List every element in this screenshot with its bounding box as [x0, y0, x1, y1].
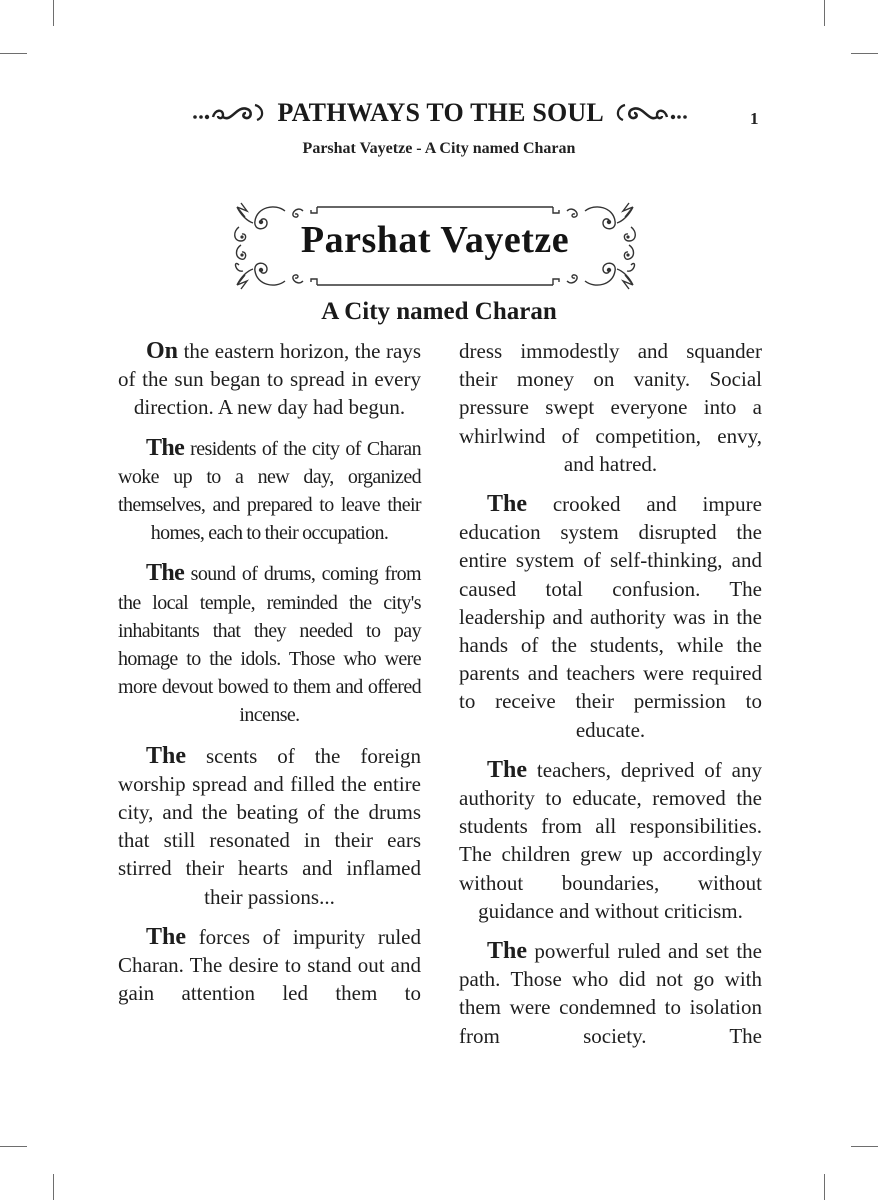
- paragraph: [459, 756, 762, 925]
- paragraph-text: the eastern horizon, the rays of the sun began to spread in every direction. A new day had begun.: [118, 339, 421, 420]
- paragraph: [118, 559, 421, 729]
- paragraph-text: dress immodestly and squander their money on vanity. Social pressure swept everyone into a whirlwind of competition, envy, and hatred.: [459, 339, 762, 476]
- crop-mark-bottom-right-horizontal: [851, 1146, 878, 1147]
- paragraph-lead-word: The: [487, 756, 528, 783]
- paragraph-text: residents of the city of Charan woke up to a new day, organized themselves, and prepared to leave their homes, each to their occupation.: [118, 437, 421, 545]
- paragraph: [459, 937, 762, 1050]
- paragraph-text: scents of the foreign worship spread and filled the entire city, and the beating of the drums that still resonated in their ears stirred their hearts and inflamed their passions...: [118, 743, 421, 909]
- paragraph-lead-word: The: [487, 938, 528, 965]
- section-title: A City named Charan: [321, 298, 557, 325]
- paragraph-text: crooked and impure education system disrupted the entire system of self-thinking, and caused total confusion. The leadership and authority was in the hands of the students, while the parents and teachers were required to receive their permission to educate.: [459, 492, 762, 742]
- title-frame: [233, 201, 637, 291]
- crop-mark-top-right-horizontal: [851, 53, 878, 54]
- paragraph-lead-word: The: [487, 491, 528, 518]
- flourish-right-icon: [609, 99, 689, 132]
- paragraph: [118, 742, 421, 911]
- paragraph: [118, 337, 421, 422]
- text-column-left: [118, 337, 421, 1019]
- flourish-left-icon: [191, 99, 271, 132]
- paragraph-text: teachers, deprived of any authority to educate, removed the students from all responsibilities. The children grew up accordingly without boundaries, without guidance and without criticism.: [459, 757, 762, 923]
- paragraph-lead-word: The: [146, 560, 185, 587]
- paragraph-lead-word: The: [146, 923, 187, 950]
- paragraph-lead-word: The: [146, 742, 187, 769]
- crop-mark-bottom-right-vertical: [824, 1174, 825, 1200]
- paragraph: [118, 434, 421, 548]
- paragraph-lead-word: The: [146, 434, 185, 461]
- text-column-right: [459, 337, 762, 1062]
- crop-mark-bottom-left-vertical: [53, 1174, 54, 1200]
- paragraph-text: powerful ruled and set the path. Those who did not go with them were condemned to isolation from society. The: [459, 939, 762, 1048]
- running-header: [150, 98, 730, 132]
- crop-mark-top-left-vertical: [53, 0, 54, 26]
- paragraph-continued: [459, 337, 762, 478]
- page-number: 1: [750, 109, 759, 128]
- crop-mark-top-right-vertical: [824, 0, 825, 26]
- crop-mark-bottom-left-horizontal: [0, 1146, 27, 1147]
- paragraph-lead-word: On: [146, 338, 179, 364]
- paragraph: [459, 490, 762, 744]
- parsha-title: Parshat Vayetze: [300, 219, 570, 261]
- paragraph: [118, 923, 421, 1008]
- paragraph-text: forces of impurity ruled Charan. The desire to stand out and gain attention led them to: [118, 924, 421, 1006]
- running-title: PATHWAYS TO THE SOUL: [277, 98, 603, 127]
- paragraph-text: sound of drums, coming from the local temple, reminded the city's inhabitants that they needed to pay homage to the idols. Those who were more devout bowed to them and offered incense.: [118, 563, 421, 727]
- crop-mark-top-left-horizontal: [0, 53, 27, 54]
- chapter-subtitle: Parshat Vayetze - A City named Charan: [302, 140, 576, 157]
